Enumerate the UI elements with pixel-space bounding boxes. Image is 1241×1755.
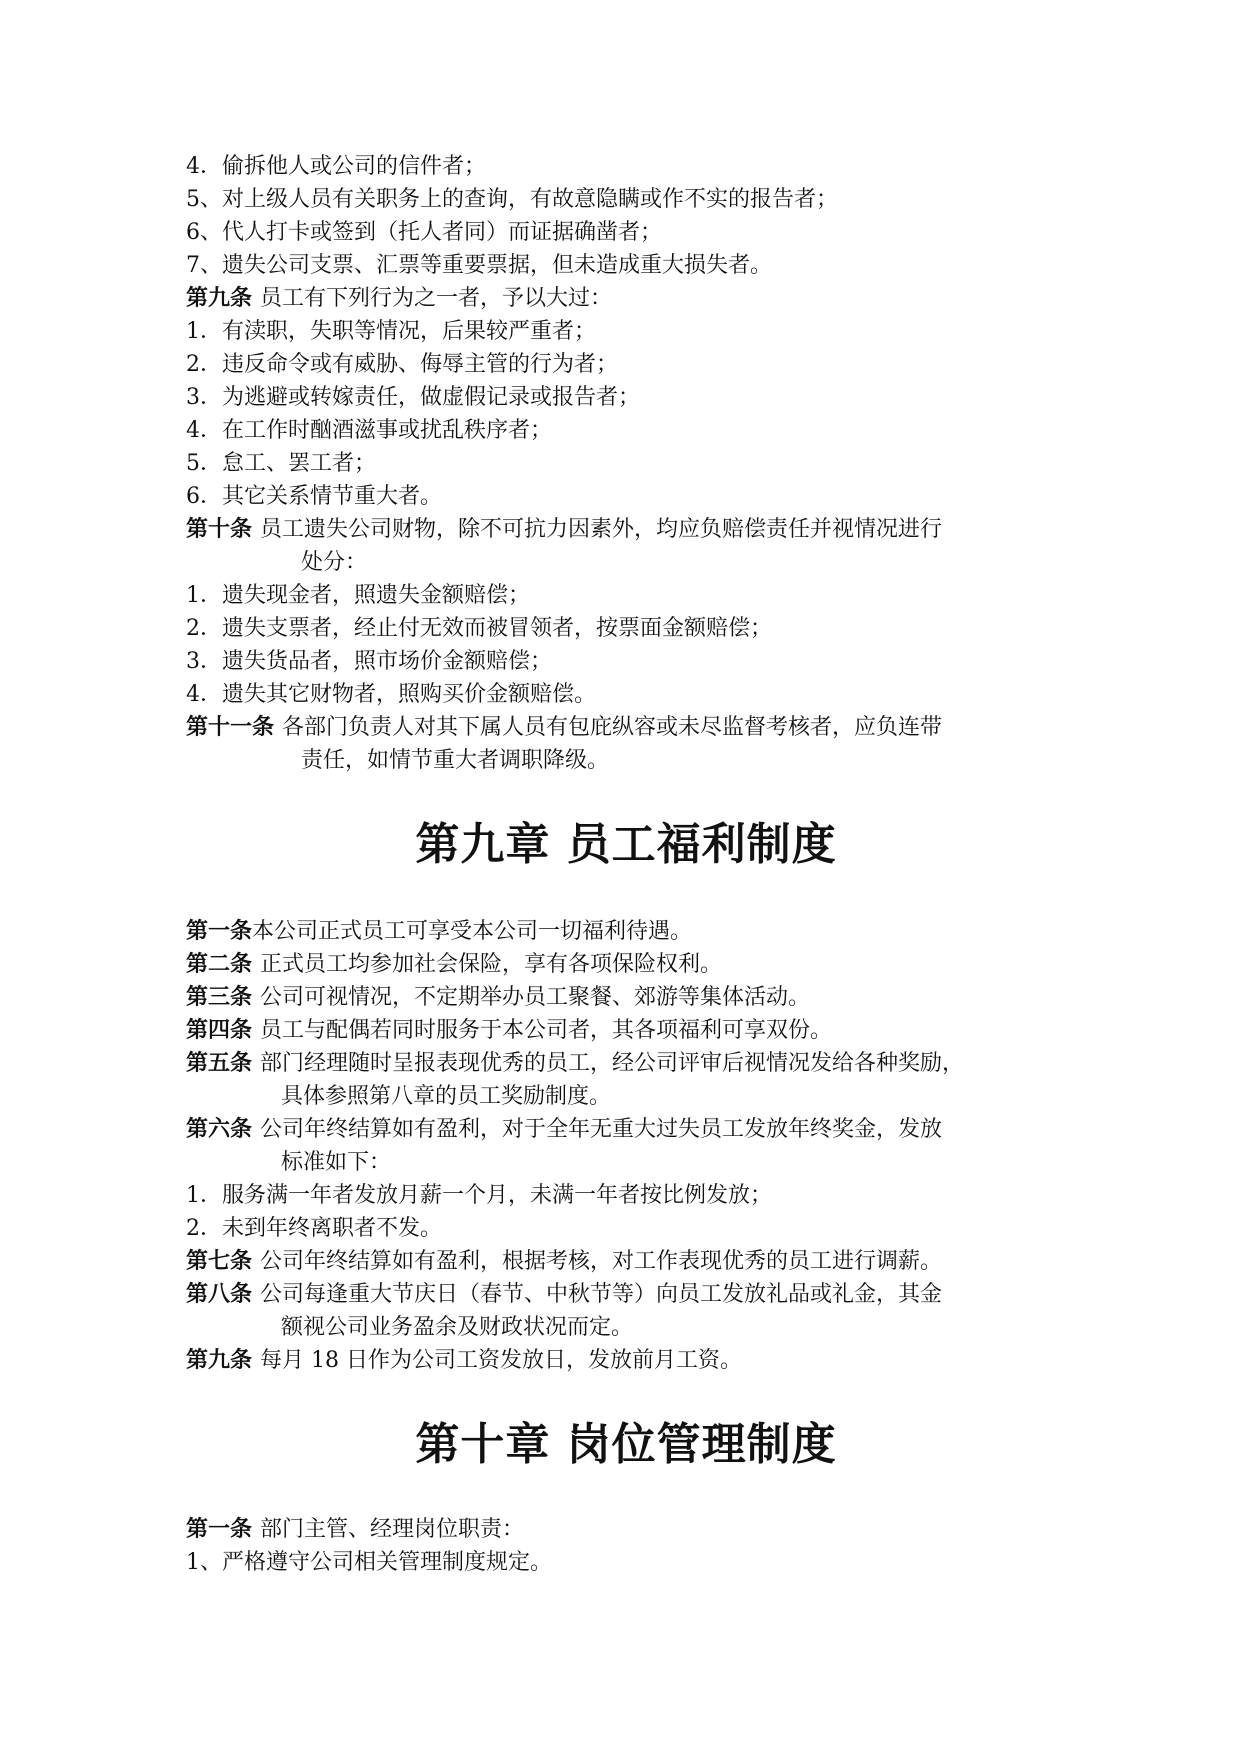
- list-item: 7、遗失公司支票、汇票等重要票据，但未造成重大损失者。: [186, 253, 772, 278]
- article-label: 第四条: [186, 1018, 253, 1043]
- article-text: 每月 18 日作为公司工资发放日，发放前月工资。: [260, 1348, 742, 1373]
- chapter-title: 第十章 岗位管理制度: [415, 1419, 837, 1470]
- article-text: 部门经理随时呈报表现优秀的员工，经公司评审后视情况发给各种奖励，: [260, 1051, 965, 1076]
- article-11: [186, 711, 1066, 777]
- list-item: 3．为逃避或转嫁责任，做虚假记录或报告者；: [186, 385, 640, 410]
- list-item: 2．违反命令或有威胁、侮辱主管的行为者；: [186, 352, 618, 377]
- article-text: 正式员工均参加社会保险，享有各项保险权利。: [260, 952, 723, 977]
- article-label: 第一条: [186, 1517, 253, 1542]
- welfare-article-8: [186, 1278, 1066, 1344]
- article-label: 第七条: [186, 1249, 253, 1274]
- list-item: 6、代人打卡或签到（托人者同）而证据确凿者；: [186, 220, 662, 245]
- welfare-article-4: [186, 1014, 1066, 1047]
- article-continuation: 责任，如情节重大者调职降级。: [301, 748, 610, 773]
- article-text: 员工遗失公司财物，除不可抗力因素外，均应负赔偿责任并视情况进行: [260, 517, 943, 542]
- post-article-1: [186, 1513, 1066, 1546]
- article-continuation: 处分：: [301, 550, 368, 575]
- list-item: 1、严格遵守公司相关管理制度规定。: [186, 1550, 552, 1575]
- welfare-article-5: [186, 1047, 1066, 1113]
- article-label: 第九条: [186, 1348, 253, 1373]
- list-item: 1．遗失现金者，照遗失金额赔偿；: [186, 583, 530, 608]
- article-continuation: 标准如下：: [281, 1150, 392, 1175]
- list-item: 2．遗失支票者，经止付无效而被冒领者，按票面金额赔偿；: [186, 616, 772, 641]
- list-item: 4．在工作时酗酒滋事或扰乱秩序者；: [186, 418, 552, 443]
- list-item: 4．遗失其它财物者，照购买价金额赔偿。: [186, 682, 596, 707]
- article-text: 公司可视情况，不定期举办员工聚餐、郊游等集体活动。: [260, 985, 811, 1010]
- list-item: 6．其它关系情节重大者。: [186, 484, 442, 509]
- article-label: 第九条: [186, 286, 253, 311]
- list-item: 5、对上级人员有关职务上的查询，有故意隐瞒或作不实的报告者；: [186, 187, 838, 212]
- article-text: 公司每逢重大节庆日（春节、中秋节等）向员工发放礼品或礼金，其金: [260, 1282, 943, 1307]
- article-label: 第八条: [186, 1282, 253, 1307]
- welfare-article-1: [186, 915, 1066, 948]
- list-item: 4．偷拆他人或公司的信件者；: [186, 154, 486, 179]
- article-continuation: 额视公司业务盈余及财政状况而定。: [281, 1315, 634, 1340]
- page-content: [186, 150, 1066, 1579]
- list-item: 1．服务满一年者发放月薪一个月，未满一年者按比例发放；: [186, 1183, 772, 1208]
- article-text: 本公司正式员工可享受本公司一切福利待遇。: [252, 919, 693, 944]
- article-label: 第六条: [186, 1117, 253, 1142]
- article-9: [186, 282, 1066, 315]
- article-label: 第十一条: [186, 715, 275, 740]
- welfare-article-3: [186, 981, 1066, 1014]
- article-text: 员工与配偶若同时服务于本公司者，其各项福利可享双份。: [260, 1018, 833, 1043]
- article-label: 第一条: [186, 919, 253, 944]
- list-item: 3．遗失货品者，照市场价金额赔偿；: [186, 649, 552, 674]
- article-10: [186, 513, 1066, 579]
- list-item: 5．怠工、罢工者；: [186, 451, 376, 476]
- chapter-title: 第九章 员工福利制度: [415, 819, 837, 870]
- article-text: 公司年终结算如有盈利，对于全年无重大过失员工发放年终奖金，发放: [260, 1117, 943, 1142]
- article-text: 员工有下列行为之一者，予以大过：: [260, 286, 613, 311]
- article-text: 各部门负责人对其下属人员有包庇纵容或未尽监督考核者，应负连带: [282, 715, 943, 740]
- welfare-article-7: [186, 1245, 1066, 1278]
- list-item: 1．有渎职，失职等情况，后果较严重者；: [186, 319, 596, 344]
- article-label: 第三条: [186, 985, 253, 1010]
- list-item: 2．未到年终离职者不发。: [186, 1216, 442, 1241]
- welfare-article-9: [186, 1344, 1066, 1377]
- article-text: 部门主管、经理岗位职责：: [260, 1517, 525, 1542]
- article-label: 第二条: [186, 952, 253, 977]
- article-label: 第五条: [186, 1051, 253, 1076]
- welfare-article-6: [186, 1113, 1066, 1179]
- article-label: 第十条: [186, 517, 253, 542]
- welfare-article-2: [186, 948, 1066, 981]
- article-text: 公司年终结算如有盈利，根据考核，对工作表现优秀的员工进行调薪。: [260, 1249, 943, 1274]
- article-continuation: 具体参照第八章的员工奖励制度。: [281, 1084, 612, 1109]
